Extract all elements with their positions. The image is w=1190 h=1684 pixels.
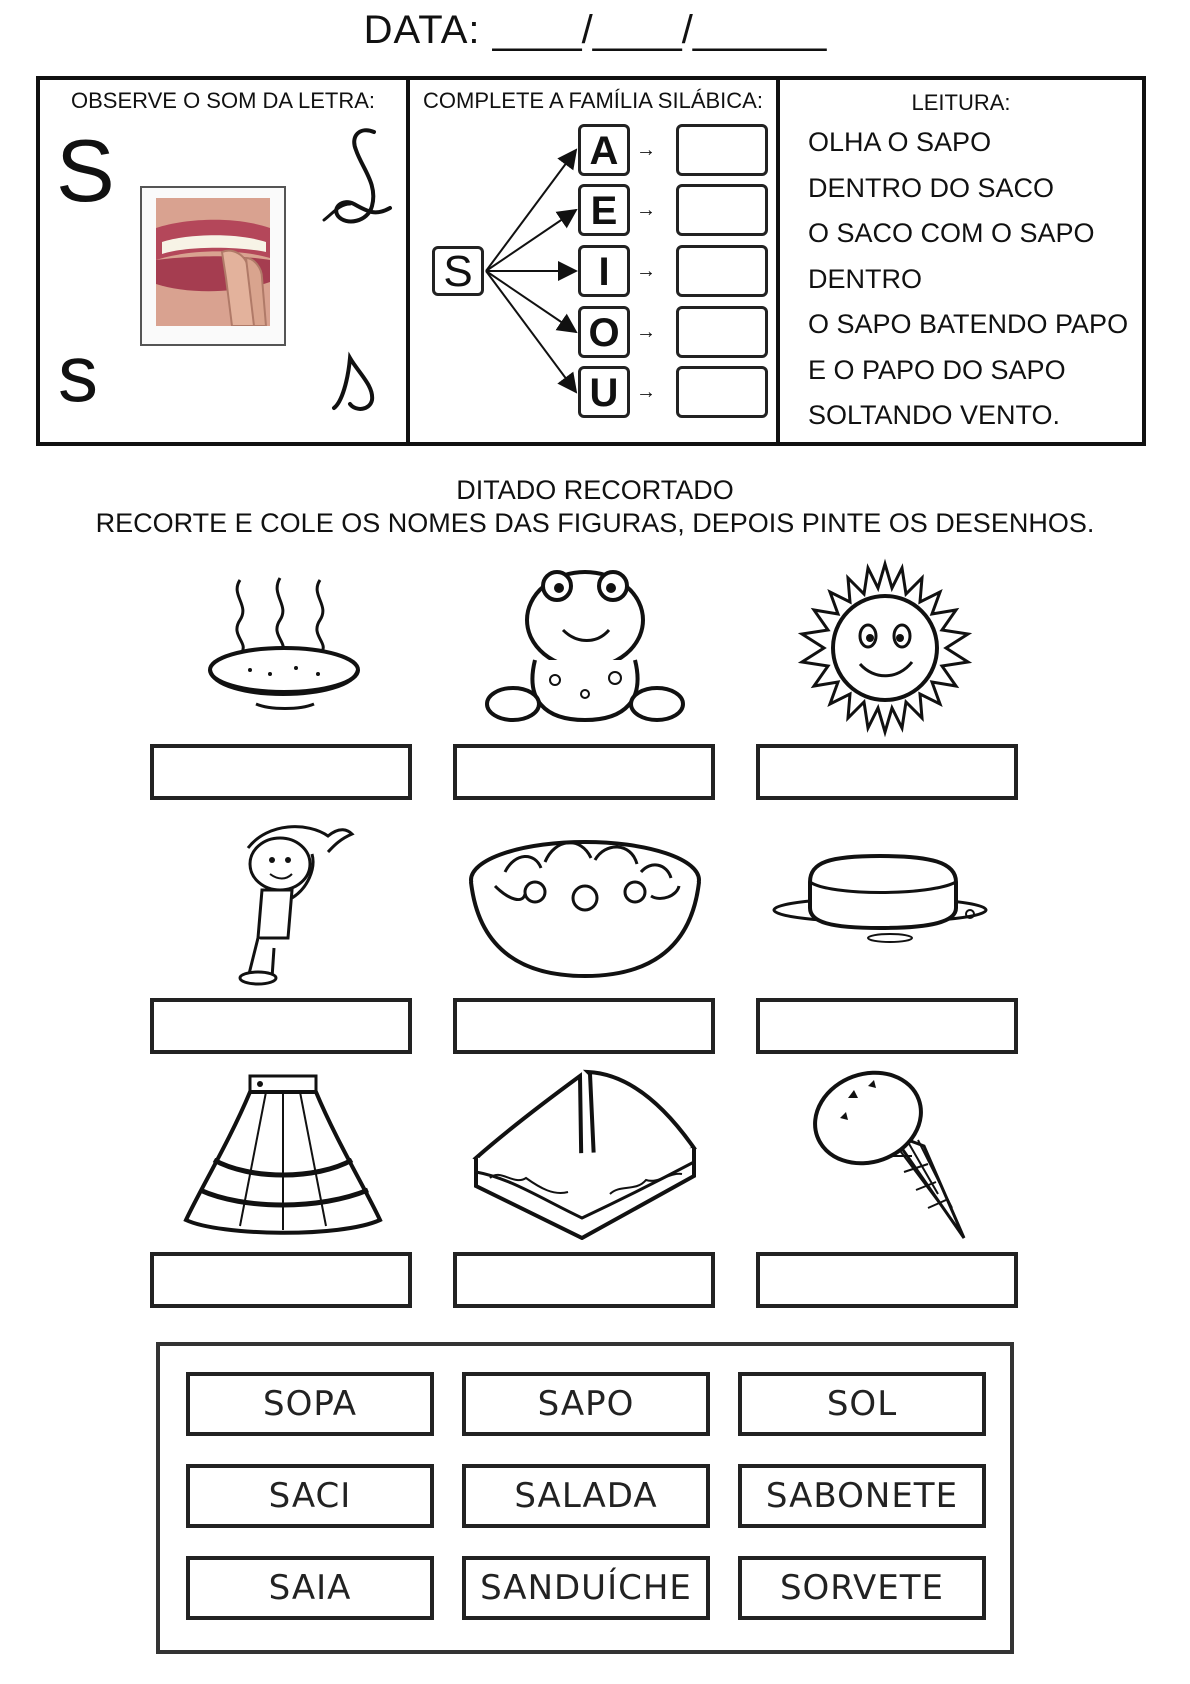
dictation-instructions: RECORTE E COLE OS NOMES DAS FIGURAS, DEPOIS PINTE OS DESENHOS. bbox=[95, 508, 1095, 538]
word-card[interactable]: SORVETE bbox=[738, 1556, 986, 1620]
date-label: DATA: bbox=[363, 8, 481, 52]
mouth-teeth-icon bbox=[156, 198, 270, 326]
reading-line: O SAPO BATENDO PAPO bbox=[808, 309, 1129, 339]
picture-answer-box[interactable] bbox=[453, 744, 715, 800]
saci-character-icon bbox=[228, 818, 358, 988]
picture-answer-box[interactable] bbox=[150, 998, 412, 1054]
reading-section bbox=[780, 80, 1142, 442]
mouth-photo bbox=[156, 198, 270, 326]
print-uppercase-letter: S bbox=[56, 121, 115, 220]
soap-bar-icon bbox=[770, 852, 1000, 952]
letter-sound-section bbox=[40, 80, 410, 442]
word-card[interactable]: SAPO bbox=[462, 1372, 710, 1436]
vowel-box-e: E bbox=[578, 184, 630, 236]
syllable-answer-box[interactable] bbox=[676, 124, 768, 176]
syllable-family-section bbox=[410, 80, 780, 442]
top-panel bbox=[36, 76, 1146, 446]
reading-line: DENTRO bbox=[808, 263, 922, 294]
picture-answer-box[interactable] bbox=[453, 1252, 715, 1308]
cursive-lowercase-s-icon bbox=[328, 350, 388, 416]
date-line bbox=[0, 8, 1190, 53]
picture-answer-box[interactable] bbox=[150, 744, 412, 800]
frog-icon bbox=[485, 560, 685, 735]
arrow-icon: → bbox=[636, 199, 656, 221]
picture-answer-box[interactable] bbox=[756, 1252, 1018, 1308]
dictation-title: DITADO RECORTADO bbox=[456, 475, 734, 505]
arrow-icon: → bbox=[636, 260, 656, 282]
picture-answer-box[interactable] bbox=[453, 998, 715, 1054]
picture-answer-box[interactable] bbox=[756, 744, 1018, 800]
cursive-uppercase-s-icon bbox=[320, 124, 400, 234]
word-card[interactable]: SANDUÍCHE bbox=[462, 1556, 710, 1620]
mouth-photo-frame bbox=[140, 186, 286, 346]
reading-title: LEITURA: bbox=[911, 90, 1011, 115]
arrow-icon: → bbox=[636, 381, 656, 403]
reading-text bbox=[808, 120, 1128, 439]
word-card[interactable]: SALADA bbox=[462, 1464, 710, 1528]
syllable-answer-box[interactable] bbox=[676, 306, 768, 358]
word-bank bbox=[156, 1342, 1014, 1654]
word-card[interactable]: SABONETE bbox=[738, 1464, 986, 1528]
vowel-box-o: O bbox=[578, 306, 630, 358]
vowel-box-u: U bbox=[578, 366, 630, 418]
word-card[interactable]: SAIA bbox=[186, 1556, 434, 1620]
syllable-family-title: COMPLETE A FAMÍLIA SILÁBICA: bbox=[423, 88, 763, 113]
word-card[interactable]: SACI bbox=[186, 1464, 434, 1528]
sandwich-icon bbox=[470, 1068, 700, 1240]
letter-sound-title: OBSERVE O SOM DA LETRA: bbox=[70, 88, 375, 113]
soup-bowl-icon bbox=[200, 570, 370, 720]
syllable-answer-box[interactable] bbox=[676, 366, 768, 418]
reading-line: SOLTANDO VENTO. bbox=[808, 400, 1061, 430]
vowel-box-a: A bbox=[578, 124, 630, 176]
ice-cream-icon bbox=[808, 1068, 968, 1244]
syllable-answer-box[interactable] bbox=[676, 184, 768, 236]
vowel-box-i: I bbox=[578, 245, 630, 297]
word-card[interactable]: SOL bbox=[738, 1372, 986, 1436]
picture-answer-box[interactable] bbox=[756, 998, 1018, 1054]
syllable-answer-box[interactable] bbox=[676, 245, 768, 297]
word-card[interactable]: SOPA bbox=[186, 1372, 434, 1436]
reading-line: DENTRO DO SACO bbox=[808, 172, 1055, 203]
salad-bowl-icon bbox=[465, 822, 705, 982]
reading-line: OLHA O SAPO bbox=[808, 127, 992, 157]
arrow-icon: → bbox=[636, 139, 656, 161]
arrow-icon: → bbox=[636, 321, 656, 343]
skirt-icon bbox=[180, 1070, 386, 1242]
date-blanks: ____/____/______ bbox=[492, 8, 827, 52]
reading-line: E O PAPO DO SAPO bbox=[808, 354, 1066, 385]
print-lowercase-letter: s bbox=[58, 329, 98, 418]
reading-line: O SACO COM O SAPO bbox=[808, 218, 1095, 248]
consonant-box: S bbox=[432, 246, 484, 296]
picture-answer-box[interactable] bbox=[150, 1252, 412, 1308]
sun-icon bbox=[790, 558, 980, 738]
